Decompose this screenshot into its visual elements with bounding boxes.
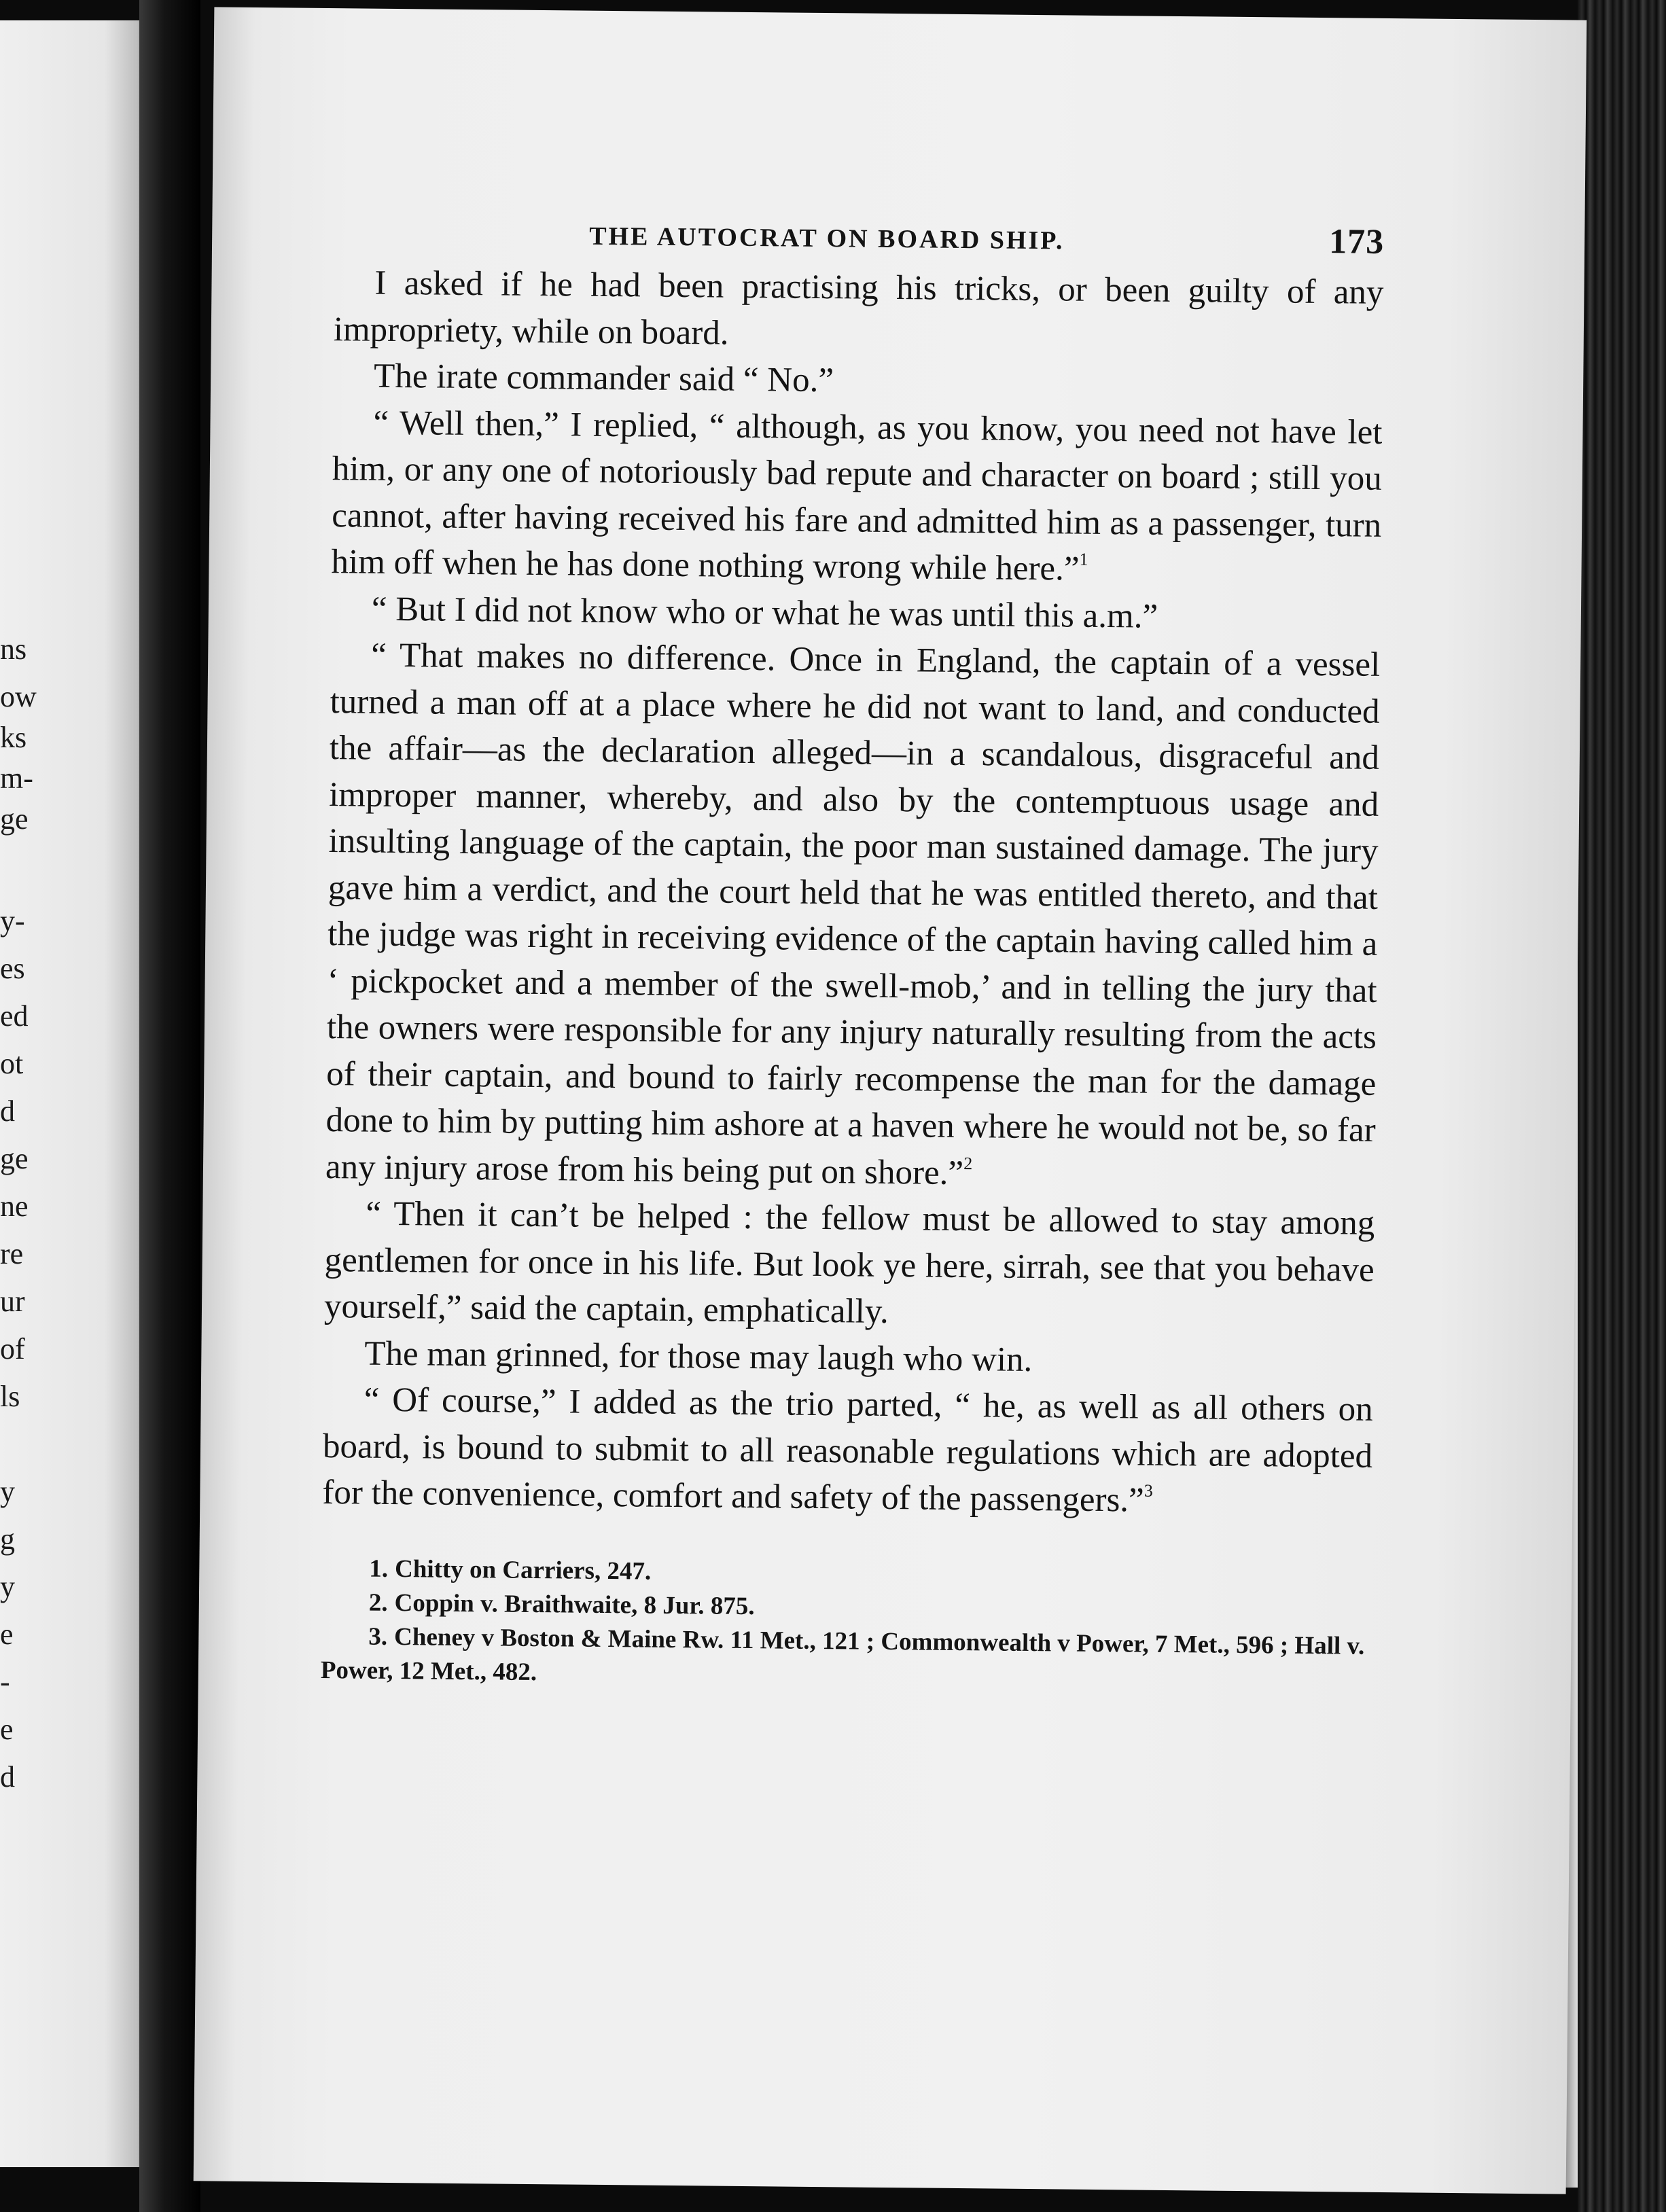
fragment: ot: [0, 1047, 24, 1080]
fragment: e: [0, 1713, 14, 1746]
fragment: ge: [0, 802, 29, 836]
fragment: ns: [0, 632, 27, 666]
facing-page-fragments: [0, 20, 41, 2167]
footnote-marker: 3: [1144, 1480, 1153, 1501]
fragment: g: [0, 1522, 15, 1556]
paragraph: “ Well then,” I replied, “ although, as you know, you need not have let him, or any one of notoriously bad repute and character on board ; still you cannot, after having received his fare and admitted him as a passenger, turn him off when he has done nothing wrong while here.”$^1$: [331, 404, 1383, 588]
fragment: ed: [0, 999, 29, 1033]
fragment: ls: [0, 1380, 20, 1413]
fragment: e: [0, 1618, 14, 1651]
running-head: [334, 205, 1385, 270]
footnote-number: 1.: [369, 1554, 389, 1583]
footnote: [321, 1619, 1371, 1697]
facing-page: [0, 20, 149, 2167]
book-gutter: [139, 0, 200, 2212]
fragment: m-: [0, 762, 33, 795]
footnote-text: Chitty on Carriers, 247.: [394, 1554, 652, 1586]
fragment: es: [0, 952, 25, 985]
fragment: re: [0, 1237, 24, 1270]
fragment: ks: [0, 721, 27, 754]
paragraph: “ Then it can’t be helped : the fellow must be allowed to stay among gentlemen for once in his life. But look ye here, sirrah, see that you behave yourself,” said the captain, emphatically.: [323, 1194, 1375, 1331]
footnote-text: Coppin v. Braithwaite, 8 Jur. 875.: [394, 1588, 755, 1620]
paragraph: I asked if he had been practising his tricks, or been guilty of any impropriety, while on board.: [333, 264, 1384, 353]
fragment: y: [0, 1570, 15, 1603]
page-number: 173: [1328, 222, 1385, 262]
running-title: THE AUTOCRAT ON BOARD SHIP.: [588, 221, 1065, 255]
paragraph: “ That makes no difference. Once in England, the captain of a vessel turned a man off at a place where he did not want to land, and conducted the affair—as the declaration alleged—in a scandalous, disgraceful and improper manner, whereby, and also by the contemptuous usage and insulting language of the captain, the poor man sustained damage. The jury gave him a verdict, and the court held that he was entitled thereto, and that the judge was right in receiving evidence of the captain having called him a ‘ pickpocket and a member of the swell-mob,’ and in telling the jury that the owners were responsible for any injury naturally resulting from the acts of their captain, and bound to fairly recompense the man for the damage done to him by putting him ashore at a haven where he would not be, so far any injury arose from his being put on shore.”$^2$: [325, 636, 1381, 1192]
paragraph: The irate commander said “ No.”: [373, 357, 834, 400]
paragraph: “ Of course,” I added as the trio parted, “ he, as well as all others on board, is bound to submit to all reasonable regulations which are adopted for the convenience, comfort and safety of the passengers.”$^3$: [322, 1380, 1373, 1520]
page-stack-edge: [1578, 0, 1666, 2212]
footnote-marker: 2: [963, 1153, 973, 1173]
fragment: -: [0, 1665, 10, 1698]
fragment: ge: [0, 1142, 29, 1175]
footnote-marker: 1: [1079, 549, 1088, 569]
footnotes: [321, 1552, 1372, 1698]
fragment: ow: [0, 680, 37, 713]
paragraph: “ But I did not know who or what he was until this a.m.”: [371, 590, 1158, 636]
text-block: [321, 205, 1385, 1697]
fragment: ur: [0, 1285, 25, 1318]
paragraph: The man grinned, for those may laugh who win.: [364, 1334, 1033, 1379]
fragment: y-: [0, 904, 25, 938]
fragment: d: [0, 1094, 15, 1128]
fragment: d: [0, 1760, 15, 1794]
footnote-number: 2.: [368, 1588, 388, 1617]
fragment: y: [0, 1475, 15, 1508]
main-page: [194, 7, 1587, 2194]
footnote-text: Cheney v Boston & Maine Rw. 11 Met., 121 ; Commonwealth v Power, 7 Met., 596 ; Hall v. Power, 12 Met., 482.: [320, 1622, 1365, 1686]
footnote-number: 3.: [368, 1622, 388, 1651]
fragment: of: [0, 1332, 25, 1366]
fragment: ne: [0, 1190, 29, 1223]
body-text: [322, 260, 1384, 1526]
